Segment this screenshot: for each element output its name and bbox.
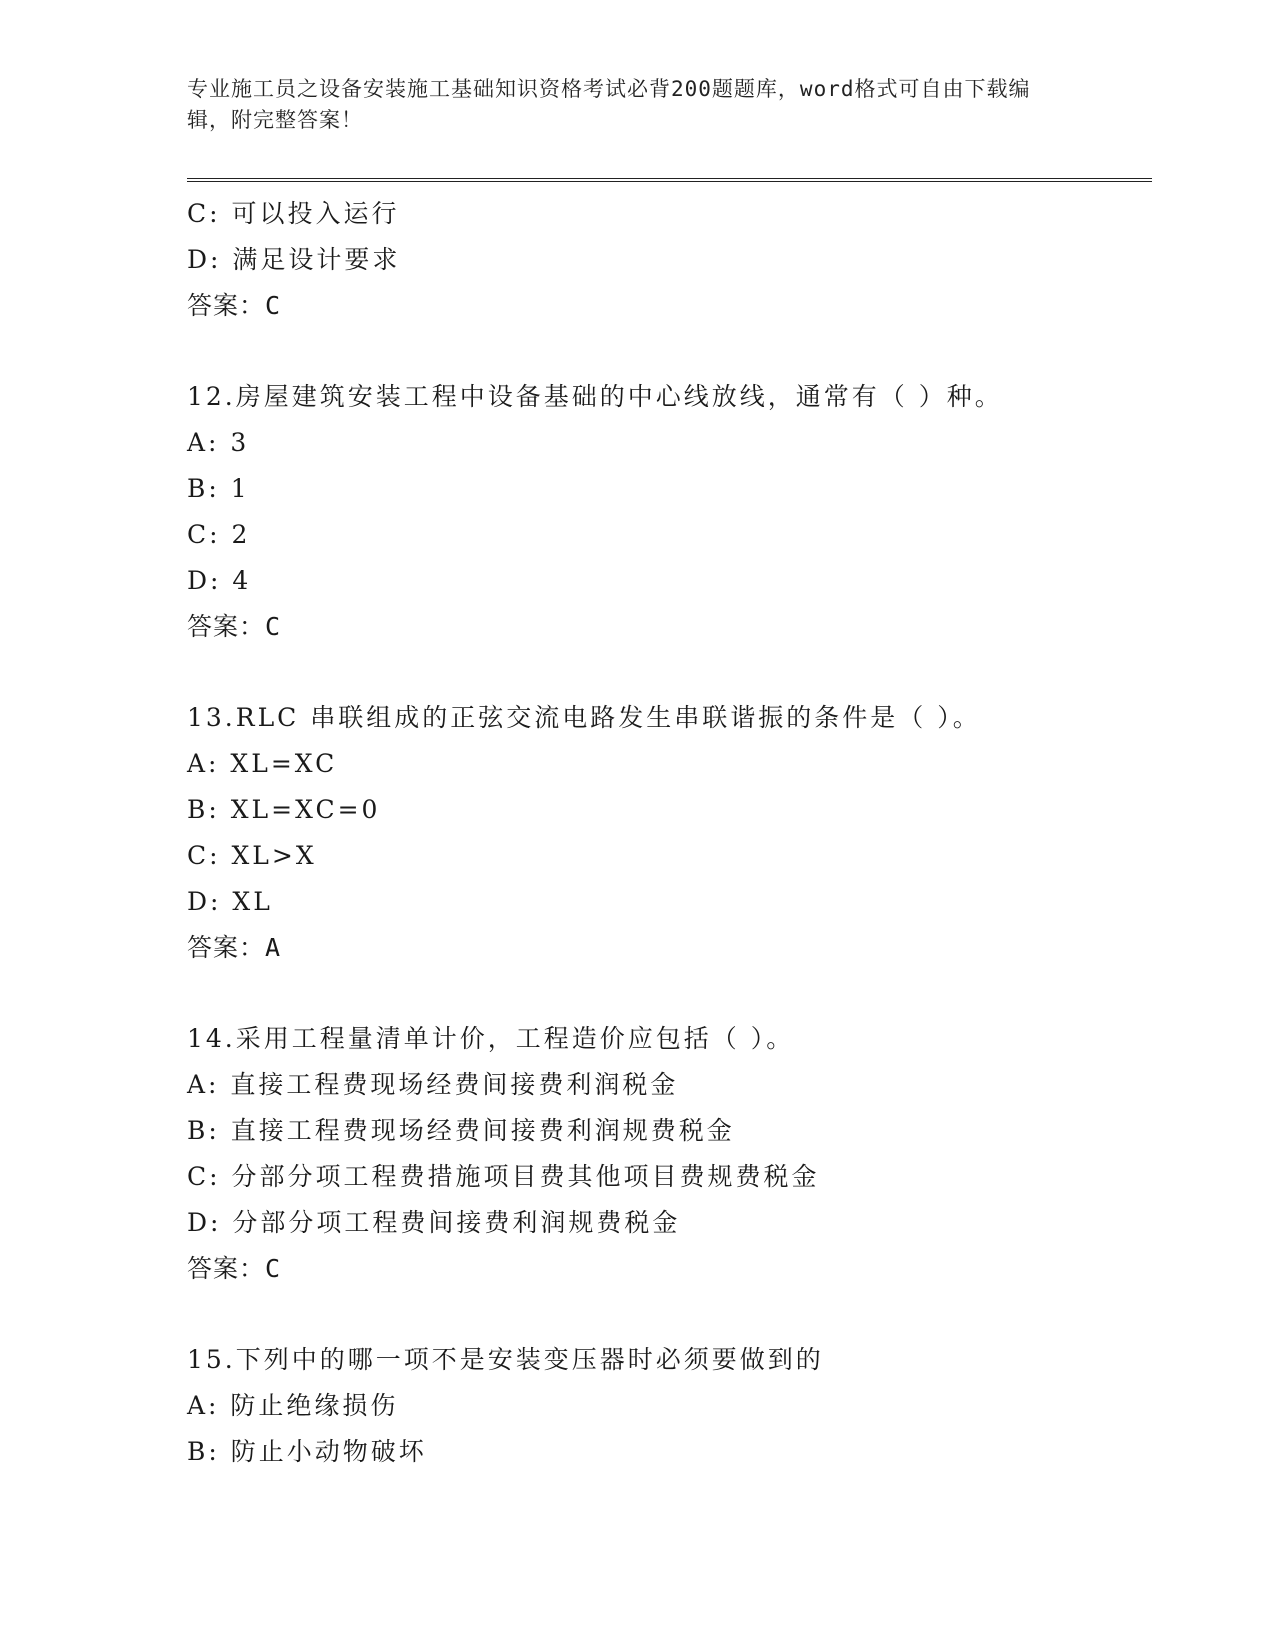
answer-line: 答案：C <box>187 291 282 320</box>
option-b: B: 1 <box>187 474 250 503</box>
option-b: B: XL=XC=0 <box>187 795 381 824</box>
option-d: D: 分部分项工程费间接费利润规费税金 <box>187 1208 681 1237</box>
option-d: D: 4 <box>187 566 252 595</box>
answer-line: 答案：C <box>187 612 282 641</box>
option-c: C: XL>X <box>187 841 317 870</box>
header-divider <box>187 178 1152 182</box>
option-a: A: 防止绝缘损伤 <box>187 1391 399 1420</box>
option-a: A: 3 <box>187 428 250 457</box>
question-stem: 14.采用工程量清单计价，工程造价应包括（ ）。 <box>187 1024 795 1053</box>
option-d: D: 满足设计要求 <box>187 245 401 274</box>
option-a: A: 直接工程费现场经费间接费利润税金 <box>187 1070 679 1099</box>
option-d: D: XL <box>187 887 273 916</box>
question-stem: 13.RLC 串联组成的正弦交流电路发生串联谐振的条件是（ ）。 <box>187 703 981 732</box>
spacer <box>187 650 1147 695</box>
answer-line: 答案：A <box>187 933 282 962</box>
option-c: C: 2 <box>187 520 251 549</box>
question-stem: 12.房屋建筑安装工程中设备基础的中心线放线，通常有（ ）种。 <box>187 382 1003 411</box>
document-header: 专业施工员之设备安装施工基础知识资格考试必背200题题库，word格式可自由下载编辑，附完整答案！ <box>187 77 1031 132</box>
option-a: A: XL=XC <box>187 749 338 778</box>
option-c: C: 可以投入运行 <box>187 199 400 228</box>
option-b: B: 防止小动物破坏 <box>187 1437 427 1466</box>
answer-line: 答案：C <box>187 1254 282 1283</box>
spacer <box>187 1292 1147 1337</box>
question-list <box>187 191 1147 1475</box>
option-b: B: 直接工程费现场经费间接费利润规费税金 <box>187 1116 735 1145</box>
spacer <box>187 971 1147 1016</box>
question-stem: 15.下列中的哪一项不是安装变压器时必须要做到的 <box>187 1345 824 1374</box>
spacer <box>187 329 1147 374</box>
option-c: C: 分部分项工程费措施项目费其他项目费规费税金 <box>187 1162 820 1191</box>
